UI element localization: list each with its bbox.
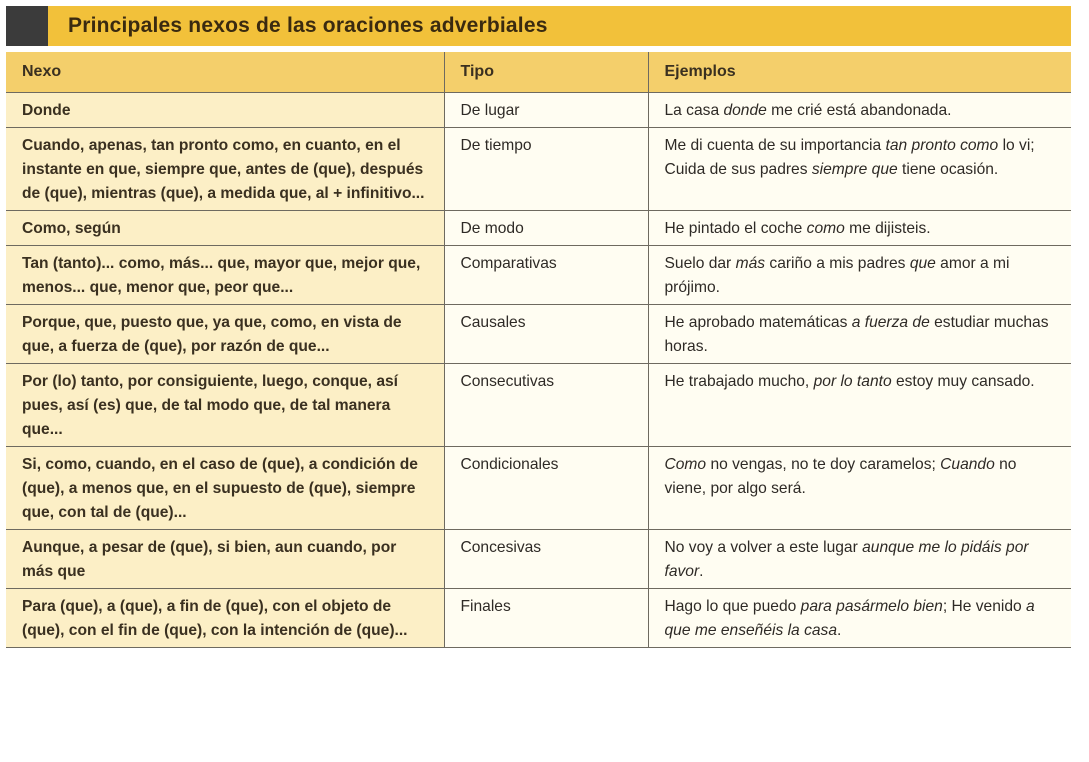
example-nexo-highlight: Cuando bbox=[940, 456, 995, 473]
cell-ejemplo bbox=[648, 364, 1071, 447]
example-text: me crié está abandonada. bbox=[766, 102, 952, 119]
example-text: no vengas, no te doy caramelos; bbox=[706, 456, 941, 473]
cell-nexo: Como, según bbox=[6, 211, 444, 246]
header-ejemplos: Ejemplos bbox=[648, 52, 1071, 93]
cell-ejemplo bbox=[648, 128, 1071, 211]
page-title: Principales nexos de las oraciones adverbiales bbox=[48, 6, 1071, 46]
table-row bbox=[6, 447, 1071, 530]
example-text: He trabajado mucho, bbox=[664, 373, 814, 390]
cell-tipo: Finales bbox=[444, 589, 648, 648]
title-marker bbox=[6, 6, 48, 46]
example-text: La casa bbox=[664, 102, 724, 119]
cell-nexo: Cuando, apenas, tan pronto como, en cuanto, en el instante en que, siempre que, antes de (que), después de (que), mientras (que), a medida que, al + infinitivo... bbox=[6, 128, 444, 211]
cell-nexo: Tan (tanto)... como, más... que, mayor que, mejor que, menos... que, menor que, peor que... bbox=[6, 246, 444, 305]
example-text: lo vi; Cuida de sus padres bbox=[664, 137, 1035, 178]
header-nexo: Nexo bbox=[6, 52, 444, 93]
cell-nexo: Donde bbox=[6, 93, 444, 128]
example-nexo-highlight: por lo tanto bbox=[813, 373, 892, 390]
table-row bbox=[6, 93, 1071, 128]
example-text: estudiar muchas horas. bbox=[664, 314, 1049, 355]
example-text: ; He venido bbox=[942, 598, 1027, 615]
header-tipo: Tipo bbox=[444, 52, 648, 93]
table-row bbox=[6, 530, 1071, 589]
cell-ejemplo bbox=[648, 447, 1071, 530]
example-text: cariño a mis padres bbox=[765, 255, 910, 272]
example-nexo-highlight: a que me enseñéis la casa bbox=[664, 598, 1035, 639]
example-text: Me di cuenta de su importancia bbox=[664, 137, 886, 154]
cell-tipo: De modo bbox=[444, 211, 648, 246]
example-text: tiene ocasión. bbox=[897, 161, 999, 178]
cell-tipo: Consecutivas bbox=[444, 364, 648, 447]
example-text: He pintado el coche bbox=[664, 220, 807, 237]
cell-nexo: Porque, que, puesto que, ya que, como, en vista de que, a fuerza de (que), por razón de que... bbox=[6, 305, 444, 364]
example-text: . bbox=[699, 563, 704, 580]
example-nexo-highlight: más bbox=[735, 255, 766, 272]
cell-ejemplo bbox=[648, 246, 1071, 305]
cell-tipo: Condicionales bbox=[444, 447, 648, 530]
cell-tipo: De tiempo bbox=[444, 128, 648, 211]
example-nexo-highlight: tan pronto como bbox=[885, 137, 999, 154]
example-text: no viene, por algo será. bbox=[664, 456, 1017, 497]
cell-ejemplo bbox=[648, 530, 1071, 589]
example-nexo-highlight: donde bbox=[723, 102, 767, 119]
cell-ejemplo bbox=[648, 305, 1071, 364]
cell-tipo: De lugar bbox=[444, 93, 648, 128]
cell-tipo: Concesivas bbox=[444, 530, 648, 589]
table-row bbox=[6, 246, 1071, 305]
table-row bbox=[6, 211, 1071, 246]
example-text: amor a mi prójimo. bbox=[664, 255, 1010, 296]
example-text: estoy muy cansado. bbox=[891, 373, 1035, 390]
cell-nexo: Si, como, cuando, en el caso de (que), a condición de (que), a menos que, en el supuesto de (que), siempre que, con tal de (que)... bbox=[6, 447, 444, 530]
example-nexo-highlight: para pasármelo bien bbox=[800, 598, 943, 615]
example-text: Suelo dar bbox=[664, 255, 736, 272]
title-bar bbox=[6, 6, 1071, 46]
example-nexo-highlight: aunque me lo pidáis por favor bbox=[664, 539, 1029, 580]
table-header-row bbox=[6, 52, 1071, 93]
example-text: Hago lo que puedo bbox=[664, 598, 801, 615]
table-row bbox=[6, 128, 1071, 211]
example-text: He aprobado matemáticas bbox=[664, 314, 852, 331]
table-row bbox=[6, 589, 1071, 648]
example-nexo-highlight: Como bbox=[664, 456, 707, 473]
example-text: me dijisteis. bbox=[844, 220, 931, 237]
cell-nexo: Para (que), a (que), a fin de (que), con el objeto de (que), con el fin de (que), con la intención de (que)... bbox=[6, 589, 444, 648]
example-nexo-highlight: como bbox=[806, 220, 845, 237]
cell-nexo: Aunque, a pesar de (que), si bien, aun cuando, por más que bbox=[6, 530, 444, 589]
example-nexo-highlight: a fuerza de bbox=[851, 314, 930, 331]
cell-ejemplo bbox=[648, 589, 1071, 648]
cell-nexo: Por (lo) tanto, por consiguiente, luego, conque, así pues, así (es) que, de tal modo que, de tal manera que... bbox=[6, 364, 444, 447]
table-row bbox=[6, 364, 1071, 447]
table-row bbox=[6, 305, 1071, 364]
cell-tipo: Causales bbox=[444, 305, 648, 364]
cell-ejemplo bbox=[648, 93, 1071, 128]
example-nexo-highlight: siempre que bbox=[811, 161, 898, 178]
example-text: No voy a volver a este lugar bbox=[664, 539, 863, 556]
example-text: . bbox=[837, 622, 842, 639]
example-nexo-highlight: que bbox=[909, 255, 936, 272]
nexos-table bbox=[6, 52, 1071, 648]
cell-tipo: Comparativas bbox=[444, 246, 648, 305]
cell-ejemplo bbox=[648, 211, 1071, 246]
